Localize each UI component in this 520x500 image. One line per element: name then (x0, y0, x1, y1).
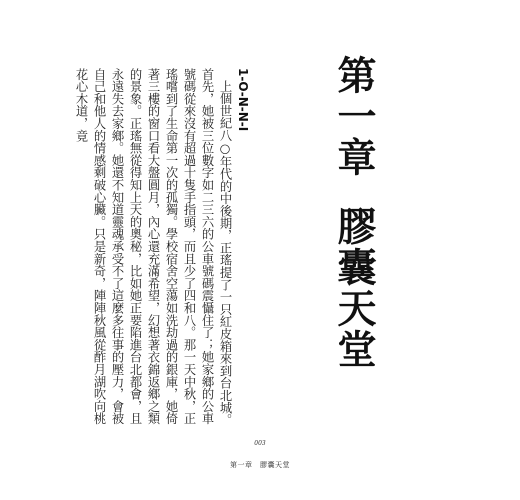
chapter-heading (330, 55, 376, 370)
running-head: 第一章 膠囊天堂 (230, 461, 290, 469)
body-text (72, 68, 234, 428)
body-paragraph: 上個世紀八○年代的中後期，正瑤提了一只紅皮箱來到台北城。首先，她被三位數字如二三六的公車號碼震懾住了；她家鄉的公車號碼從來沒有超過十隻手指頭，而且少了四和八。那一天中秋，正瑤嚐到了生命第一次的孤獨。學校宿舍空蕩如洗劫過的銀庫，她倚著三樓的窗口看大盤圓月，內心還充滿希望，幻想著衣錦返鄉之類的景象。正瑤無從得知上天的奧秘，比如她正要陷進台北都會，且永遠失去家鄉。她還不知道靈魂承受不了這麼多往事的壓力，會被自己和他人的情感剩破心臟。只是新奇，陣陣秋風從酢月湖吹向桃花心木道，竟 (74, 68, 232, 427)
chapter-title: 膠囊天堂 (331, 206, 376, 370)
chapter-number: 第一章 (331, 55, 376, 178)
section-marker: 1-O-N-N-I (236, 68, 250, 132)
page-number: 003 (254, 440, 266, 447)
